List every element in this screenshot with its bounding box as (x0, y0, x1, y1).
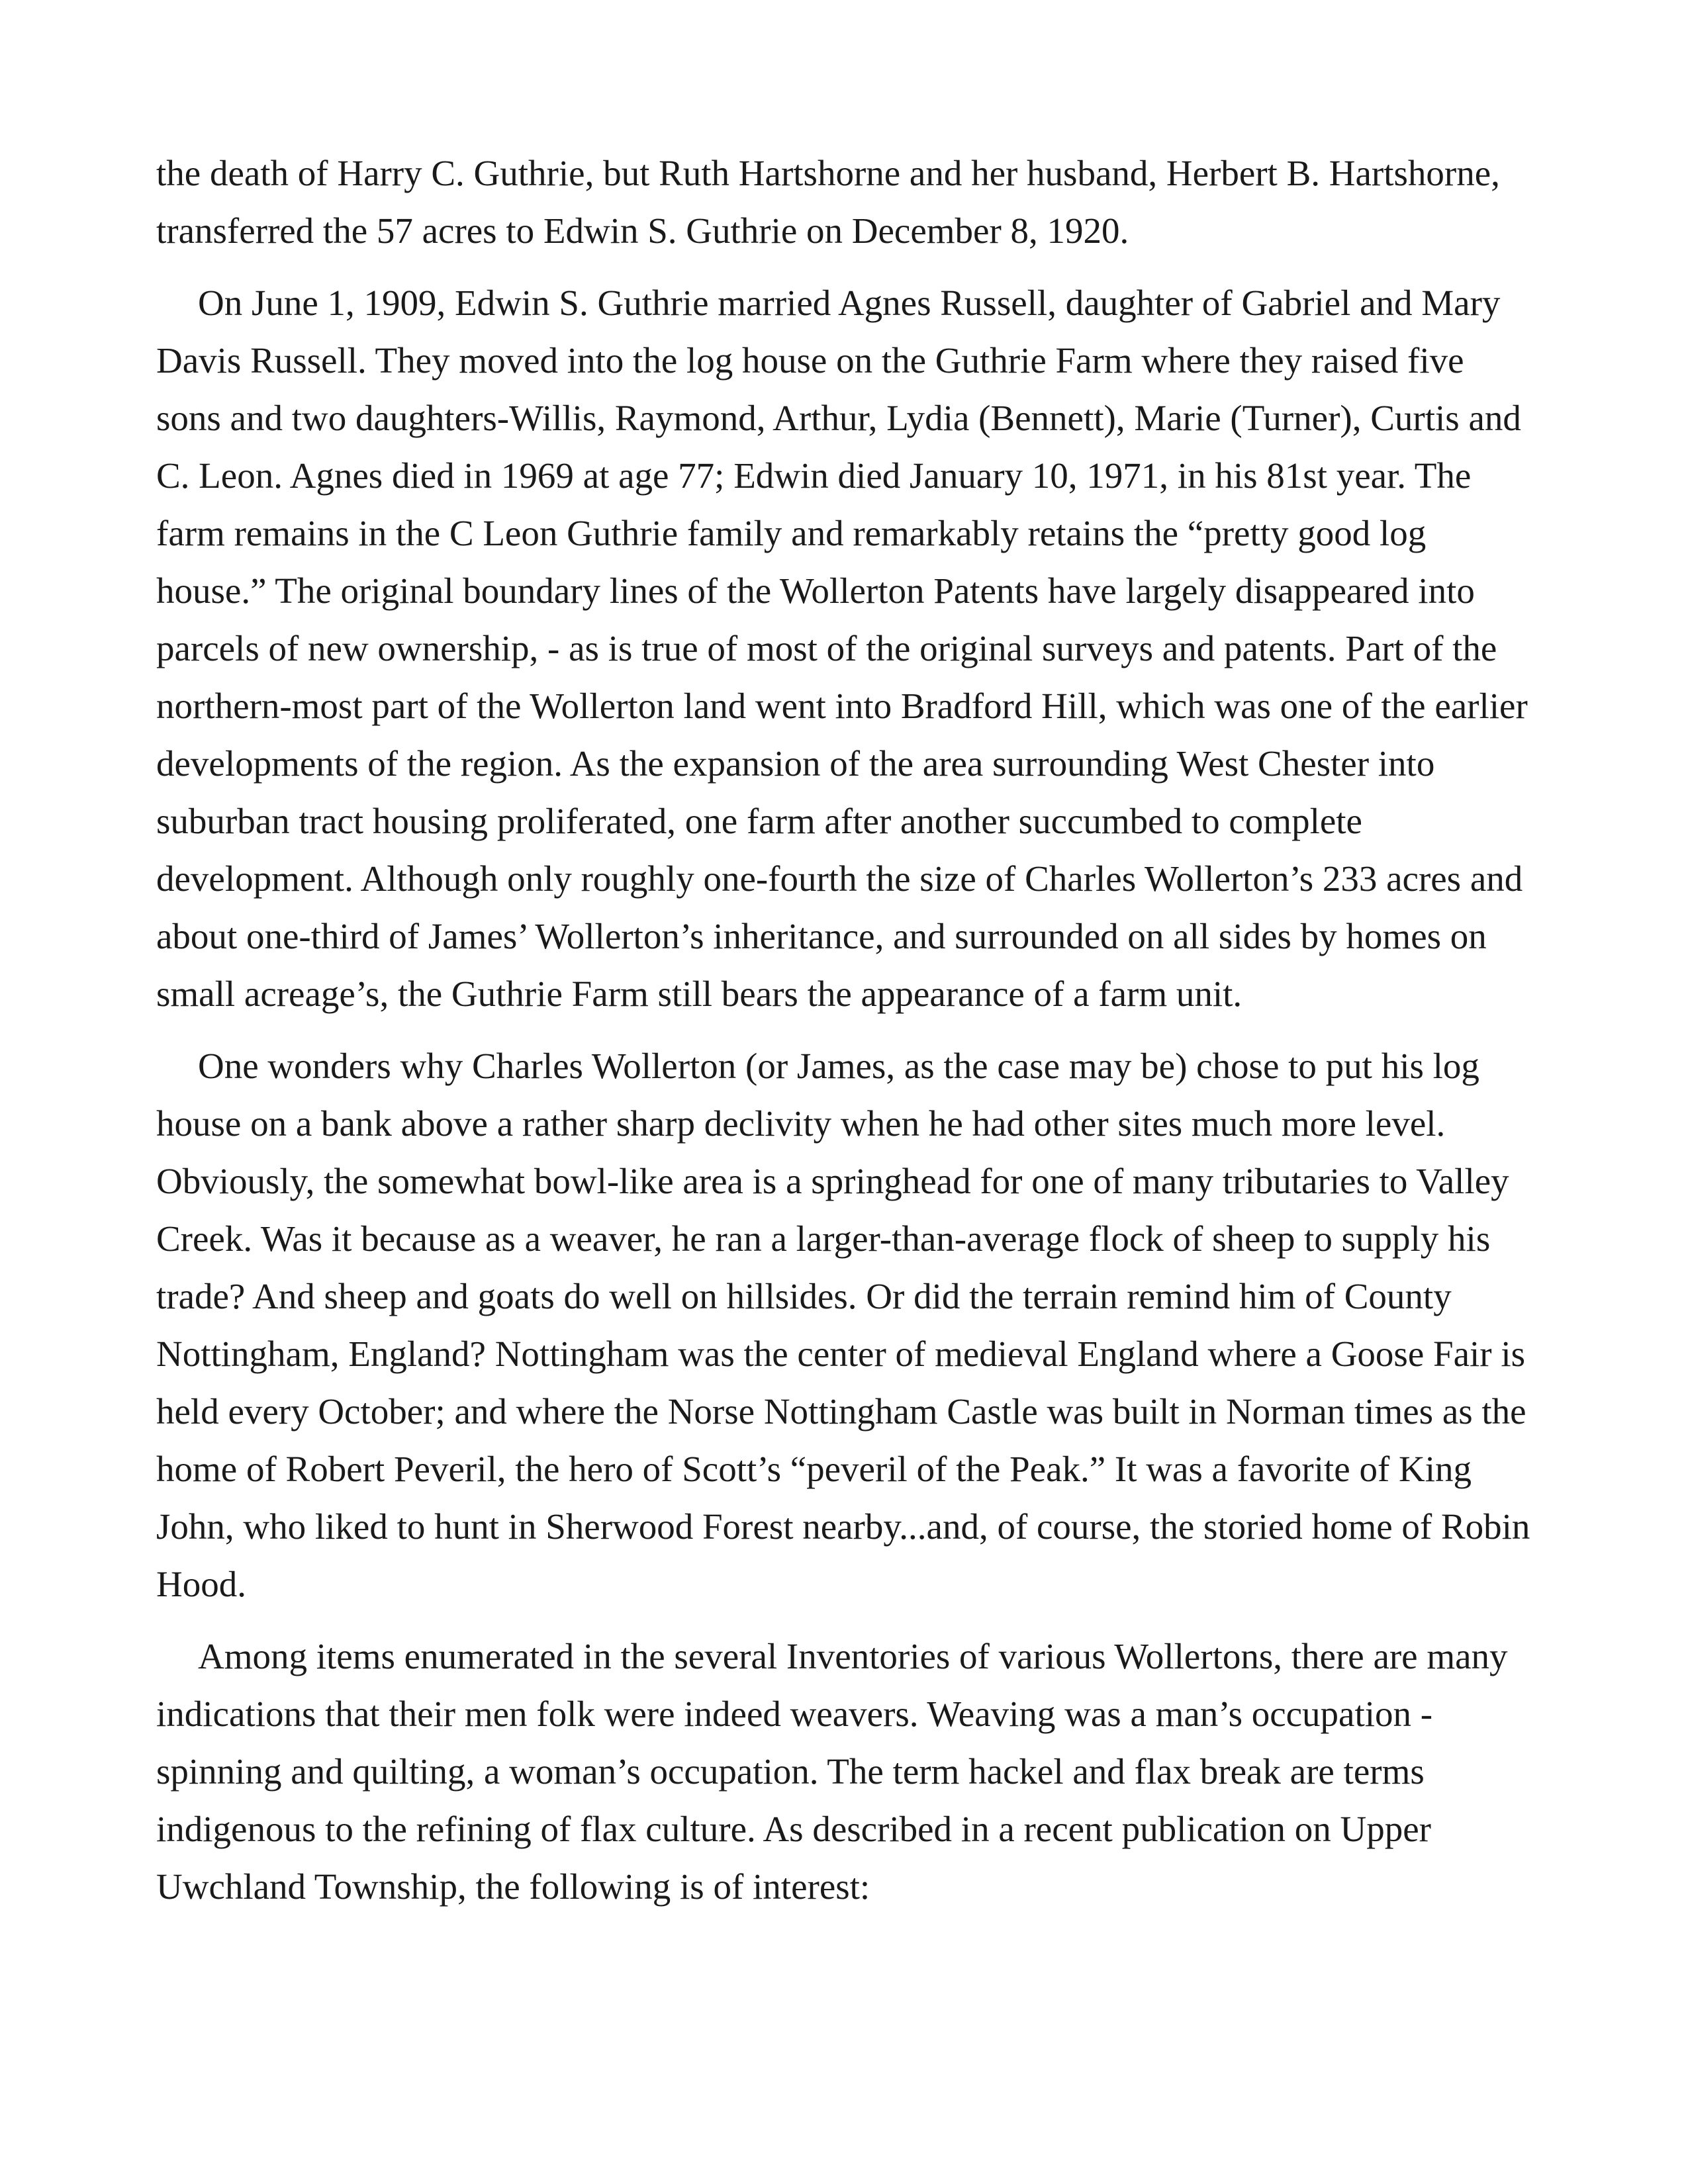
paragraph-continuation: the death of Harry C. Guthrie, but Ruth Hartshorne and her husband, Herbert B. Hartshorne, transferred the 57 acres to Edwin S. Guthrie on December 8, 1920. (156, 153, 1500, 251)
paragraph-log-house-site: One wonders why Charles Wollerton (or James, as the case may be) chose to put his log house on a bank above a rather sharp declivity when he had other sites much more level. Obviously, the somewhat bowl-like area is a springhead for one of many tributaries to Valley Creek. Was it because as a weaver, he ran a larger-than-average flock of sheep to supply his trade? And sheep and goats do well on hillsides. Or did the terrain remind him of County Nottingham, England? Nottingham was the center of medieval England where a Goose Fair is held every October; and where the Norse Nottingham Castle was built in Norman times as the home of Robert Peveril, the hero of Scott’s “peveril of the Peak.” It was a favorite of King John, who liked to hunt in Sherwood Forest nearby...and, of course, the storied home of Robin Hood. (156, 1046, 1530, 1604)
document-body (156, 144, 1533, 1930)
paragraph-guthrie-marriage: On June 1, 1909, Edwin S. Guthrie married Agnes Russell, daughter of Gabriel and Mary Davis Russell. They moved into the log house on the Guthrie Farm where they raised five sons and two daughters-Willis, Raymond, Arthur, Lydia (Bennett), Marie (Turner), Curtis and C. Leon. Agnes died in 1969 at age 77; Edwin died January 10, 1971, in his 81st year. The farm remains in the C Leon Guthrie family and remarkably retains the “pretty good log house.” The original boundary lines of the Wollerton Patents have largely disappeared into parcels of new ownership, - as is true of most of the original surveys and patents. Part of the northern-most part of the Wollerton land went into Bradford Hill, which was one of the earlier developments of the region. As the expansion of the area surrounding West Chester into suburban tract housing proliferated, one farm after another succumbed to complete development. Although only roughly one-fourth the size of Charles Wollerton’s 233 acres and about one-third of James’ Wollerton’s inheritance, and surrounded on all sides by homes on small acreage’s, the Guthrie Farm still bears the appearance of a farm unit. (156, 283, 1528, 1014)
paragraph-weavers: Among items enumerated in the several Inventories of various Wollertons, there are many indications that their men folk were indeed weavers. Weaving was a man’s occupation - spinning and quilting, a woman’s occupation. The term hackel and flax break are terms indigenous to the refining of flax culture. As described in a recent publication on Upper Uwchland Township, the following is of interest: (156, 1636, 1508, 1907)
